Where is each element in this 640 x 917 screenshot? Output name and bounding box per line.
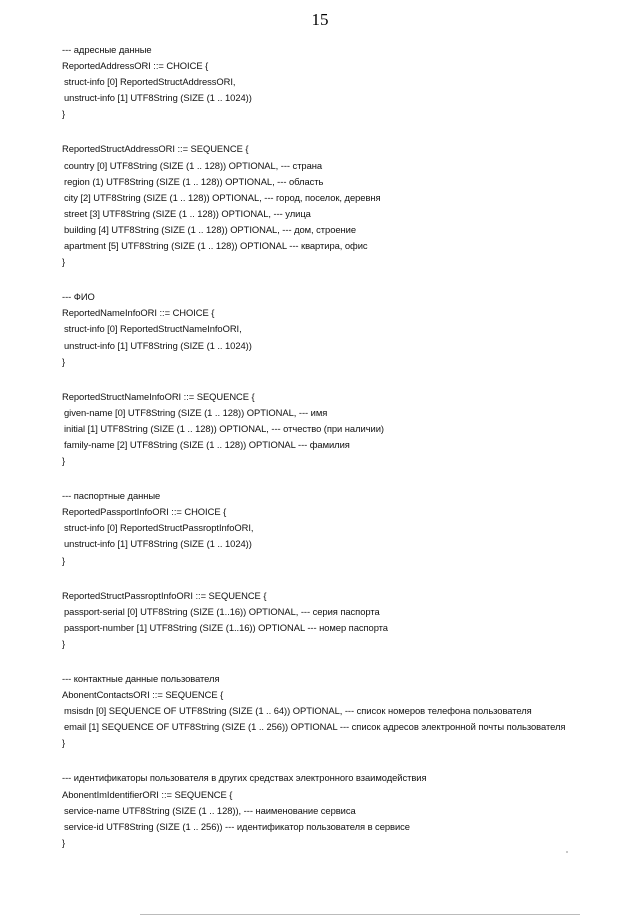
field-definition: passport-serial [0] UTF8String (SIZE (1..16)) OPTIONAL, --- серия паспорта: [64, 605, 380, 617]
closing-brace: }: [62, 637, 66, 649]
field-definition: email [1] SEQUENCE OF UTF8String (SIZE (1 .. 256)) OPTIONAL --- список адресов электронной почты пользователя: [64, 721, 566, 733]
code-comment: --- идентификаторы пользователя в других средствах электронного взаимодействия: [62, 772, 427, 784]
field-definition: given-name [0] UTF8String (SIZE (1 .. 128)) OPTIONAL, --- имя: [64, 406, 328, 418]
passport-sequence-block: [62, 588, 620, 652]
field-definition: msisdn [0] SEQUENCE OF UTF8String (SIZE (1 .. 64)) OPTIONAL, --- список номеров телефона пользователя: [64, 705, 532, 717]
name-sequence-block: [62, 389, 620, 469]
asn1-code-listing: [62, 42, 620, 870]
closing-brace: }: [62, 355, 66, 367]
address-sequence-block: [62, 141, 620, 270]
type-definition: AbonentContactsORI ::= SEQUENCE {: [62, 689, 224, 701]
type-definition: AbonentImIdentifierORI ::= SEQUENCE {: [62, 788, 233, 800]
passport-choice-block: [62, 488, 620, 568]
type-definition: ReportedAddressORI ::= CHOICE {: [62, 60, 209, 72]
field-definition: struct-info [0] ReportedStructAddressORI,: [64, 76, 236, 88]
type-definition: ReportedStructPassroptInfoORI ::= SEQUENCE {: [62, 589, 267, 601]
field-definition: service-name UTF8String (SIZE (1 .. 128)), --- наименование сервиса: [64, 804, 356, 816]
type-definition: ReportedStructNameInfoORI ::= SEQUENCE {: [62, 390, 255, 402]
closing-brace: }: [62, 554, 66, 566]
type-definition: ReportedPassportInfoORI ::= CHOICE {: [62, 506, 227, 518]
code-comment: --- контактные данные пользователя: [62, 673, 220, 684]
field-definition: apartment [5] UTF8String (SIZE (1 .. 128)) OPTIONAL --- квартира, офис: [64, 240, 368, 252]
field-definition: initial [1] UTF8String (SIZE (1 .. 128)) OPTIONAL, --- отчество (при наличии): [64, 422, 384, 434]
page-number: 15: [311, 10, 329, 29]
field-definition: country [0] UTF8String (SIZE (1 .. 128)) OPTIONAL, --- страна: [64, 159, 323, 171]
field-definition: struct-info [0] ReportedStructNameInfoORI,: [64, 323, 242, 335]
closing-brace: }: [62, 737, 66, 749]
closing-brace: }: [62, 836, 66, 848]
code-comment: --- адресные данные: [62, 44, 152, 55]
scan-bottom-edge: [140, 914, 580, 915]
im-identifier-sequence-block: [62, 770, 620, 850]
field-definition: city [2] UTF8String (SIZE (1 .. 128)) OPTIONAL, --- город, поселок, деревня: [64, 191, 381, 203]
field-definition: street [3] UTF8String (SIZE (1 .. 128)) OPTIONAL, --- улица: [64, 207, 311, 219]
contacts-sequence-block: [62, 671, 620, 751]
field-definition: family-name [2] UTF8String (SIZE (1 .. 128)) OPTIONAL --- фамилия: [64, 438, 350, 450]
type-definition: ReportedStructAddressORI ::= SEQUENCE {: [62, 143, 249, 155]
scan-speck: [566, 851, 568, 853]
name-choice-block: [62, 289, 620, 369]
field-definition: passport-number [1] UTF8String (SIZE (1..16)) OPTIONAL --- номер паспорта: [64, 621, 388, 633]
field-definition: service-id UTF8String (SIZE (1 .. 256)) --- идентификатор пользователя в сервисе: [64, 820, 410, 832]
code-comment: --- паспортные данные: [62, 490, 161, 502]
code-comment: --- ФИО: [62, 291, 95, 303]
closing-brace: }: [62, 256, 66, 268]
closing-brace: }: [62, 455, 66, 467]
type-definition: ReportedNameInfoORI ::= CHOICE {: [62, 307, 215, 319]
closing-brace: }: [62, 108, 66, 120]
field-definition: unstruct-info [1] UTF8String (SIZE (1 .. 1024)): [64, 538, 252, 550]
field-definition: building [4] UTF8String (SIZE (1 .. 128)) OPTIONAL, --- дом, строение: [64, 223, 357, 235]
field-definition: region (1) UTF8String (SIZE (1 .. 128)) OPTIONAL, --- область: [64, 175, 324, 187]
field-definition: struct-info [0] ReportedStructPassroptInfoORI,: [64, 522, 254, 534]
field-definition: unstruct-info [1] UTF8String (SIZE (1 .. 1024)): [64, 92, 252, 104]
field-definition: unstruct-info [1] UTF8String (SIZE (1 .. 1024)): [64, 339, 252, 351]
address-choice-block: [62, 42, 620, 122]
